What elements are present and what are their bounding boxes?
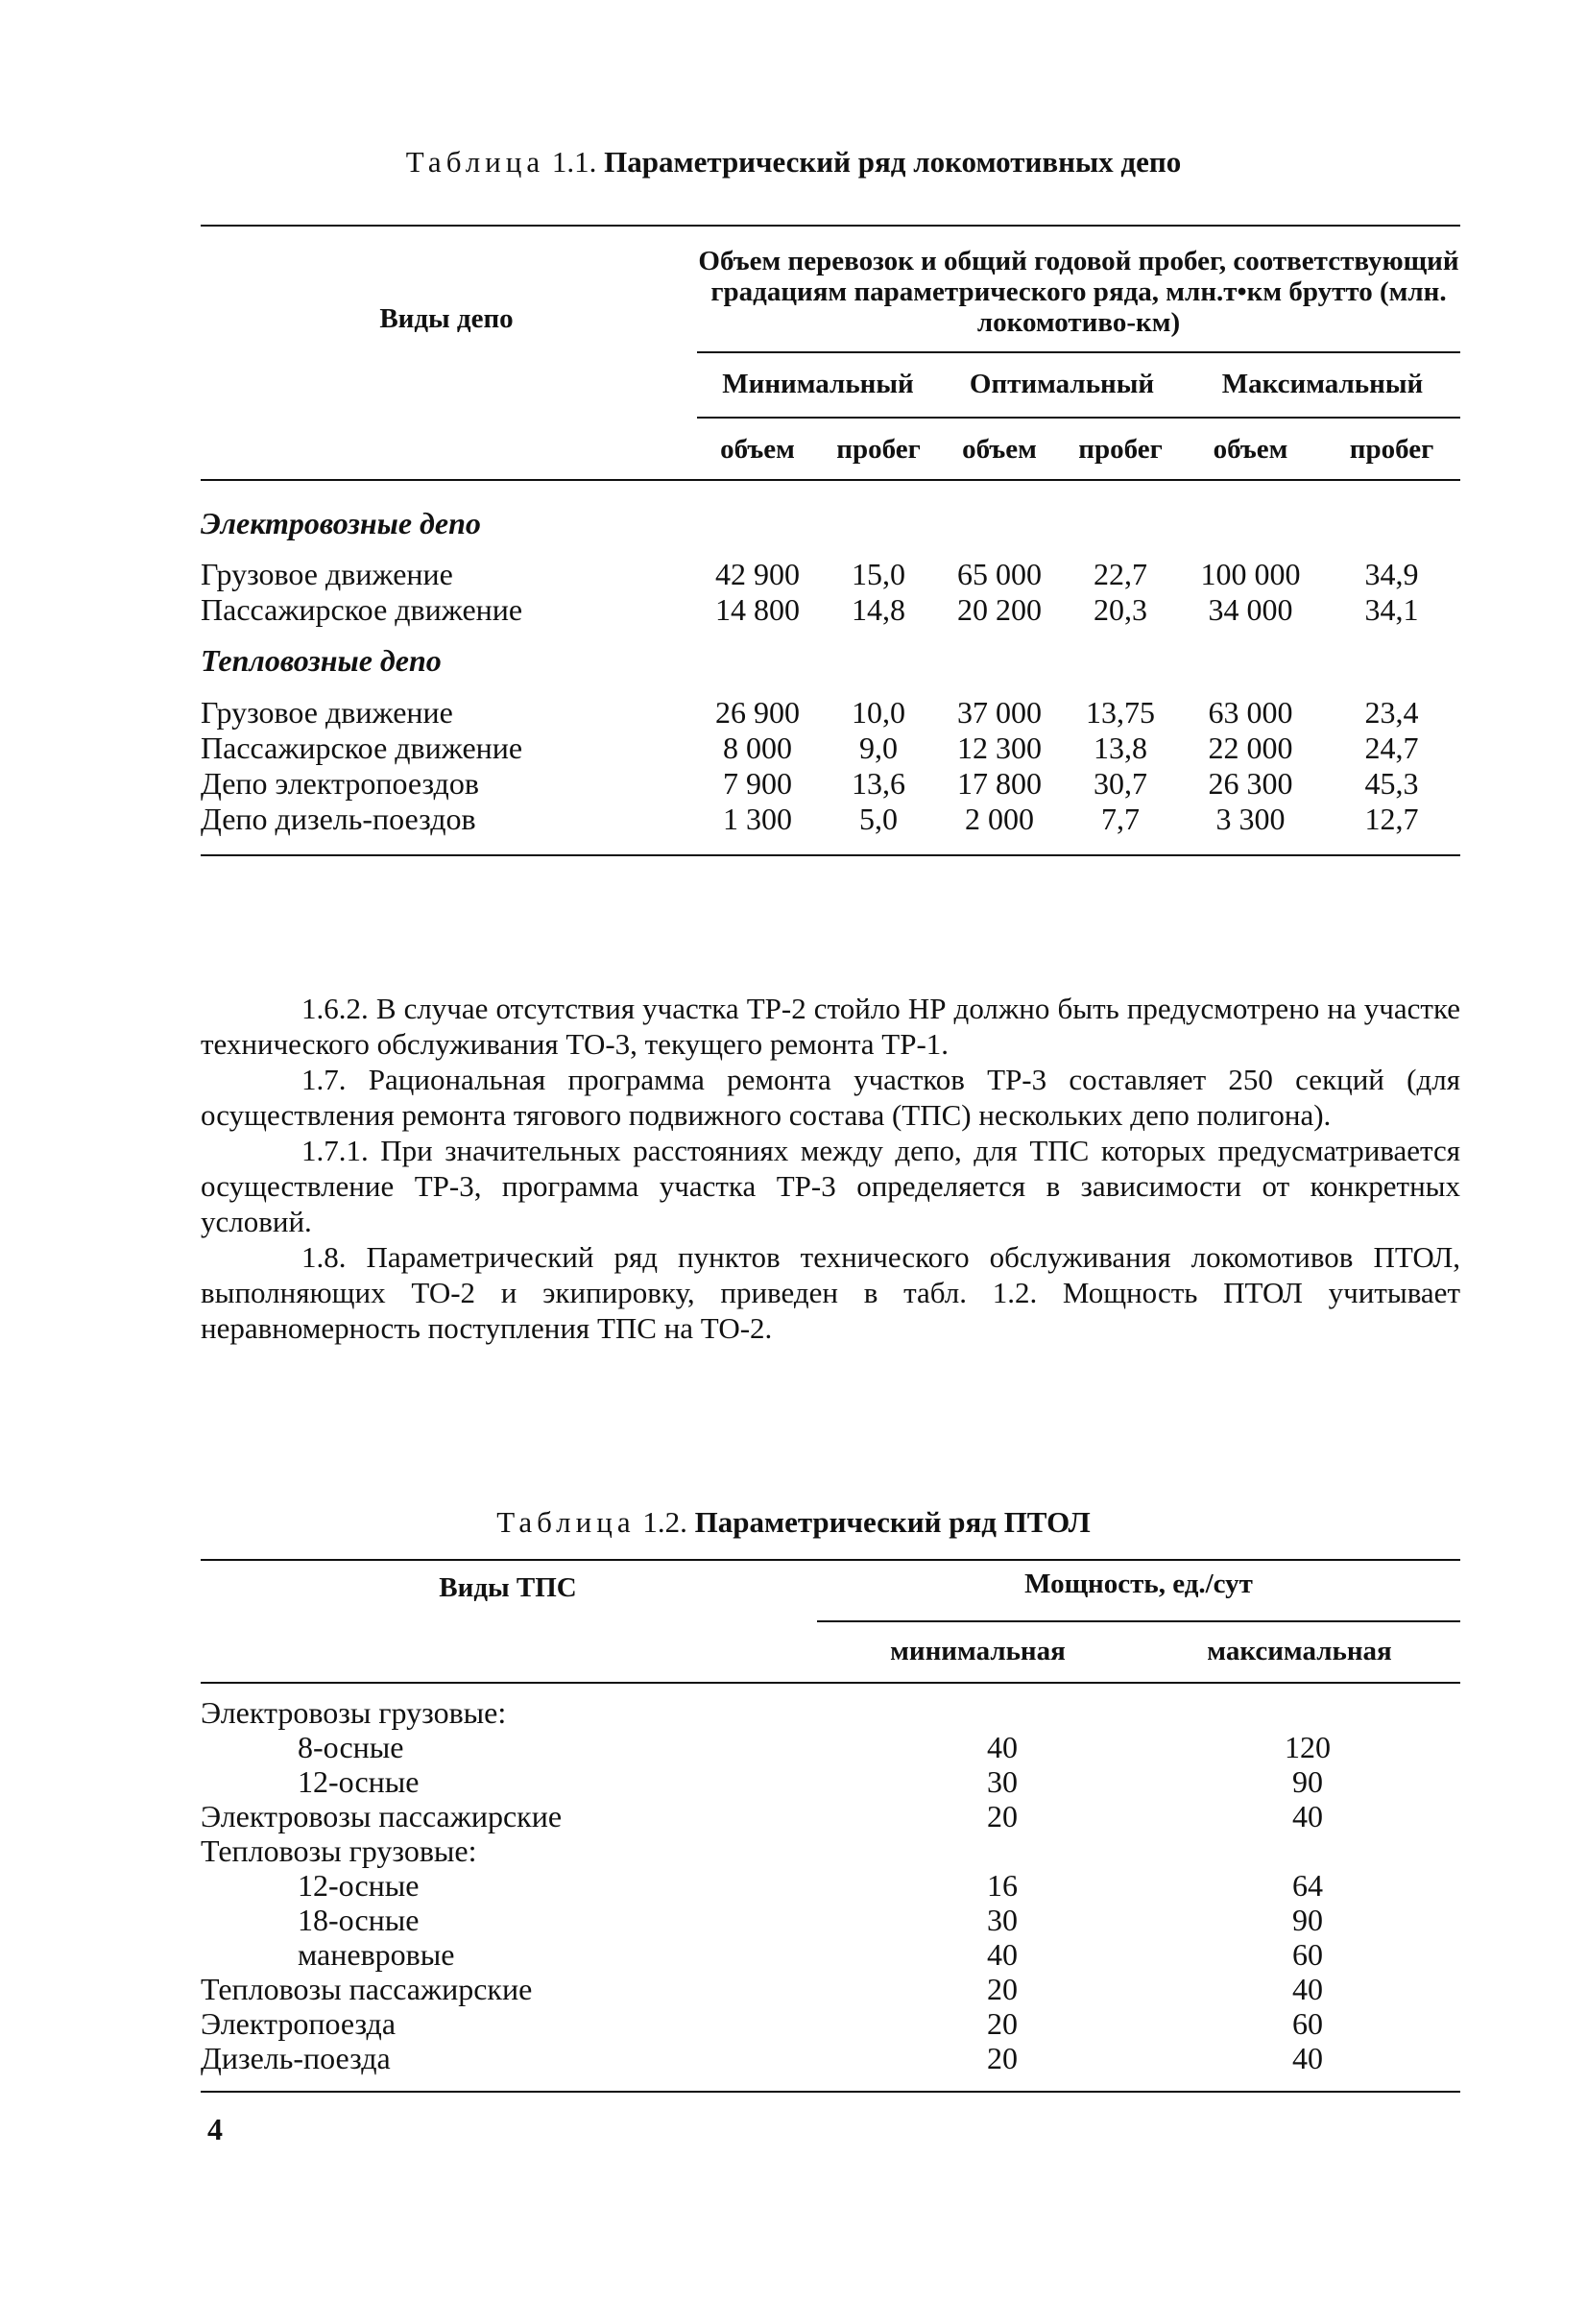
table2-header-rule [201,1682,1460,1684]
table2-cell-min: 20 [987,1799,1018,1833]
table2-cell-max [1231,1833,1384,1868]
table1-cell: 34,1 [1364,592,1419,627]
table2-cell-max: 90 [1292,1903,1323,1937]
table2-row-name: Электропоезда [201,2006,397,2041]
table2-stub-column [201,1695,562,2075]
table2-min-column [926,1695,1079,2075]
table1-cell: 20,3 [1094,592,1147,627]
table1-cell: 34,9 [1364,557,1419,591]
table1-cell: 34 000 [1208,592,1293,627]
table1-cell: 30,7 [1094,766,1147,801]
table2-cell-min: 40 [987,1730,1018,1764]
page-number: 4 [207,2112,223,2146]
table1-caption [0,145,1587,180]
table1-row-name: Пассажирское движение [201,731,523,765]
table2-group-rule [817,1620,1460,1622]
table1-sub-header: пробег [1349,434,1434,465]
table1-cell: 22 000 [1208,731,1293,765]
table1-cell: 37 000 [957,695,1042,730]
table1-cell: 13,6 [852,766,905,801]
table1-cell: 24,7 [1364,731,1419,765]
table1-cell: 20 200 [957,592,1042,627]
table1-cell: 13,8 [1094,731,1147,765]
table1-cell: 42 900 [715,557,800,591]
table2-row-name: 8-осные [298,1730,404,1764]
table1-cell: 1 300 [723,802,792,836]
table2-cell-min [926,1695,1079,1730]
table1-cell: 12 300 [957,731,1042,765]
table1-cell: 7 900 [723,766,792,801]
table2-row-name: 18-осные [298,1903,420,1937]
table1-stub-header: Виды депо [379,303,514,334]
table2-max-column [1231,1695,1384,2075]
table2-row-name: Электровозы грузовые: [201,1695,507,1730]
table2-row-name: Тепловозы грузовые: [201,1833,477,1868]
table2-cell-min: 16 [987,1868,1018,1903]
table2-bottom-rule [201,2091,1460,2093]
paragraph-1-7: 1.7. Рациональная программа ремонта участков ТР-3 составляет 250 секций (для осуществления ремонта тягового подвижного состава (ТПС) нескольких депо полигона). [201,1063,1460,1132]
table1-cell: 10,0 [852,695,905,730]
table2-top-rule [201,1559,1460,1561]
table1-group-header-text: Объем перевозок и общий годовой пробег, соответствующий градациям параметрического ряда, млн.т•км брутто (млн. локомотиво-км) [698,246,1459,338]
table1-section-title: Тепловозные депо [201,643,442,678]
table2-cell-max: 90 [1292,1764,1323,1799]
table1-row-name: Пассажирское движение [201,592,523,627]
table1-level-min: Минимальный [722,369,914,399]
table1-sub-header: пробег [836,434,921,465]
table1-cell: 5,0 [859,802,898,836]
table1-sub-header: объем [962,434,1037,465]
table2-row-name: 12-осные [298,1868,420,1903]
table1-header-rule [201,479,1460,481]
table1-row-name: Депо электропоездов [201,766,479,801]
table1-cell: 26 900 [715,695,800,730]
table2-cell-min: 20 [987,2041,1018,2075]
table1-sub-header: объем [1213,434,1288,465]
table1-cell: 14,8 [852,592,905,627]
table2-cell-max: 120 [1285,1730,1331,1764]
table1-cell: 22,7 [1094,557,1147,591]
table1-bottom-rule [201,854,1460,856]
table2-stub-header: Виды ТПС [439,1572,577,1603]
table1-cell: 7,7 [1101,802,1140,836]
table1-cell: 23,4 [1364,695,1419,730]
table2-cell-max: 64 [1292,1868,1323,1903]
table2-cell-max: 40 [1292,2041,1323,2075]
table1-cell: 12,7 [1364,802,1419,836]
table1-group-header [697,246,1460,338]
table2-caption [0,1505,1587,1540]
table2-cell-min: 30 [987,1903,1018,1937]
table1-sub-header: пробег [1078,434,1163,465]
table2-row-name: маневровые [298,1937,455,1972]
table1-top-rule [201,225,1460,227]
table2-cell-min: 40 [987,1937,1018,1972]
table1-cell: 45,3 [1364,766,1419,801]
table2-caption-title: Параметрический ряд ПТОЛ [694,1505,1091,1539]
paragraph-1-8: 1.8. Параметрический ряд пунктов технического обслуживания локомотивов ПТОЛ, выполняющих ТО-2 и экипировку, приведен в табл. 1.2. Мощность ПТОЛ учитывает неравномерность поступления ТПС на ТО-2. [201,1240,1460,1345]
table1-cell: 13,75 [1086,695,1155,730]
table1-row-name: Депо дизель-поездов [201,802,476,836]
table1-cell: 14 800 [715,592,800,627]
table2-group-header: Мощность, ед./сут [1024,1569,1253,1599]
table1-cell: 9,0 [859,731,898,765]
table1-cell: 26 300 [1208,766,1293,801]
table1-caption-title: Параметрический ряд локомотивных депо [604,145,1182,179]
table2-cell-min: 20 [987,2006,1018,2041]
table1-cell: 3 300 [1215,802,1286,836]
table2-cell-min [926,1833,1079,1868]
table2-cell-max: 40 [1292,1799,1323,1833]
table2-row-name: 12-осные [298,1764,420,1799]
table2-caption-label: Таблица [496,1505,636,1539]
table1-level-rule [697,417,1460,419]
table1-cell: 100 000 [1200,557,1301,591]
table2-cell-max: 60 [1292,1937,1323,1972]
table2-cell-max: 40 [1292,1972,1323,2006]
table2-cell-max: 60 [1292,2006,1323,2041]
table2-cell-max [1231,1695,1384,1730]
table1-caption-label: Таблица [405,145,545,179]
table1-cell: 15,0 [852,557,905,591]
table1-row-name: Грузовое движение [201,695,453,730]
table2-caption-number: 1.2. [642,1505,687,1539]
body-text [201,991,1460,1346]
table1-cell: 63 000 [1208,695,1293,730]
table2-row-name: Тепловозы пассажирские [201,1972,533,2006]
table1-group-rule [697,351,1460,353]
table1-cell: 17 800 [957,766,1042,801]
paragraph-1-6-2: 1.6.2. В случае отсутствия участка ТР-2 стойло НР должно быть предусмотрено на участке технического обслуживания ТО-3, текущего ремонта ТР-1. [201,992,1460,1061]
table1-row-name: Грузовое движение [201,557,453,591]
table1-caption-number: 1.1. [551,145,597,179]
table1-level-max: Максимальный [1221,369,1424,399]
table1-cell: 2 000 [965,802,1034,836]
table2-row-name: Дизель-поезда [201,2041,391,2075]
table2-row-name: Электровозы пассажирские [201,1799,563,1833]
paragraph-1-7-1: 1.7.1. При значительных расстояниях между депо, для ТПС которых предусматривается осуществление ТР-3, программа участка ТР-3 определяется в зависимости от конкретных условий. [201,1134,1460,1238]
table2-sub-header-max: максимальная [1207,1636,1392,1666]
table2-cell-min: 20 [987,1972,1018,2006]
table1-sub-header: объем [720,434,795,465]
table1-level-opt: Оптимальный [969,369,1155,399]
table1-cell: 65 000 [957,557,1042,591]
table1-section-title: Электровозные депо [201,506,481,540]
table2-cell-min: 30 [987,1764,1018,1799]
table2-sub-header-min: минимальная [890,1636,1066,1666]
table1-cell: 8 000 [723,731,792,765]
